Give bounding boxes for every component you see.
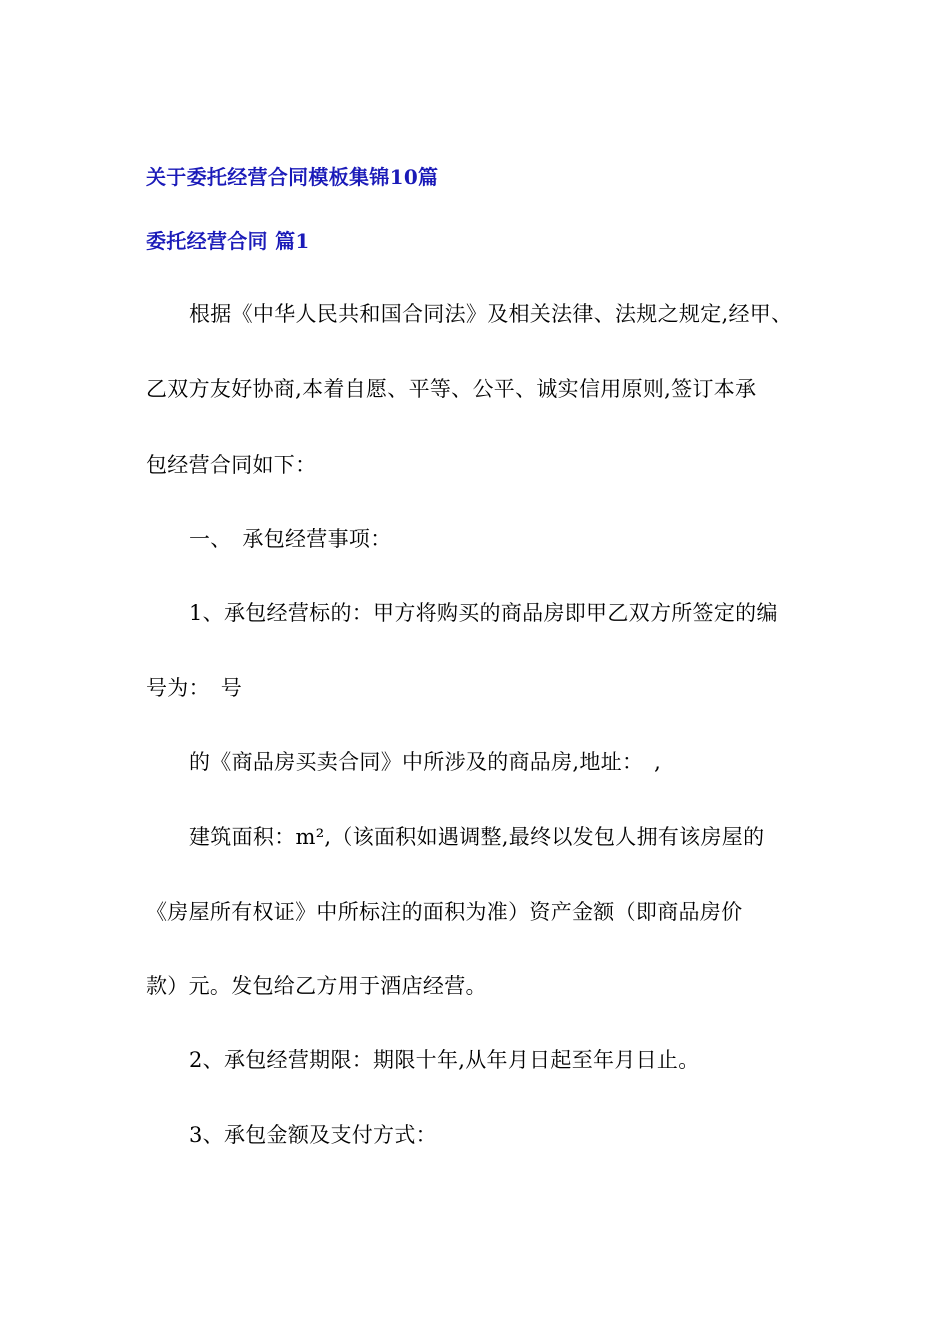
- paragraph-line: 乙双方友好协商,本着自愿、平等、公平、诚实信用原则,签订本承: [146, 377, 757, 401]
- paragraph-line: 根据《中华人民共和国合同法》及相关法律、法规之规定,经甲、: [189, 302, 793, 326]
- paragraph-line: 2、承包经营期限：期限十年,从年月日起至年月日止。: [189, 1048, 700, 1072]
- paragraph-line: 建筑面积：m²,（该面积如遇调整,最终以发包人拥有该房屋的: [189, 825, 765, 849]
- paragraph-line: 包经营合同如下：: [146, 453, 317, 477]
- document-title: 关于委托经营合同模板集锦10篇: [146, 165, 439, 189]
- paragraph-line: 一、 承包经营事项：: [189, 527, 392, 551]
- paragraph-line: 1、承包经营标的：甲方将购买的商品房即甲乙双方所签定的编: [189, 601, 778, 625]
- paragraph-line: 3、承包金额及支付方式：: [189, 1123, 437, 1147]
- paragraph-line: 号为： 号: [146, 676, 242, 700]
- paragraph-line: 的《商品房买卖合同》中所涉及的商品房,地址： ,: [189, 750, 662, 774]
- paragraph-line: 款）元。发包给乙方用于酒店经营。: [146, 974, 487, 998]
- section-heading: 委托经营合同 篇1: [146, 229, 310, 253]
- paragraph-line: 《房屋所有权证》中所标注的面积为准）资产金额（即商品房价: [146, 900, 743, 924]
